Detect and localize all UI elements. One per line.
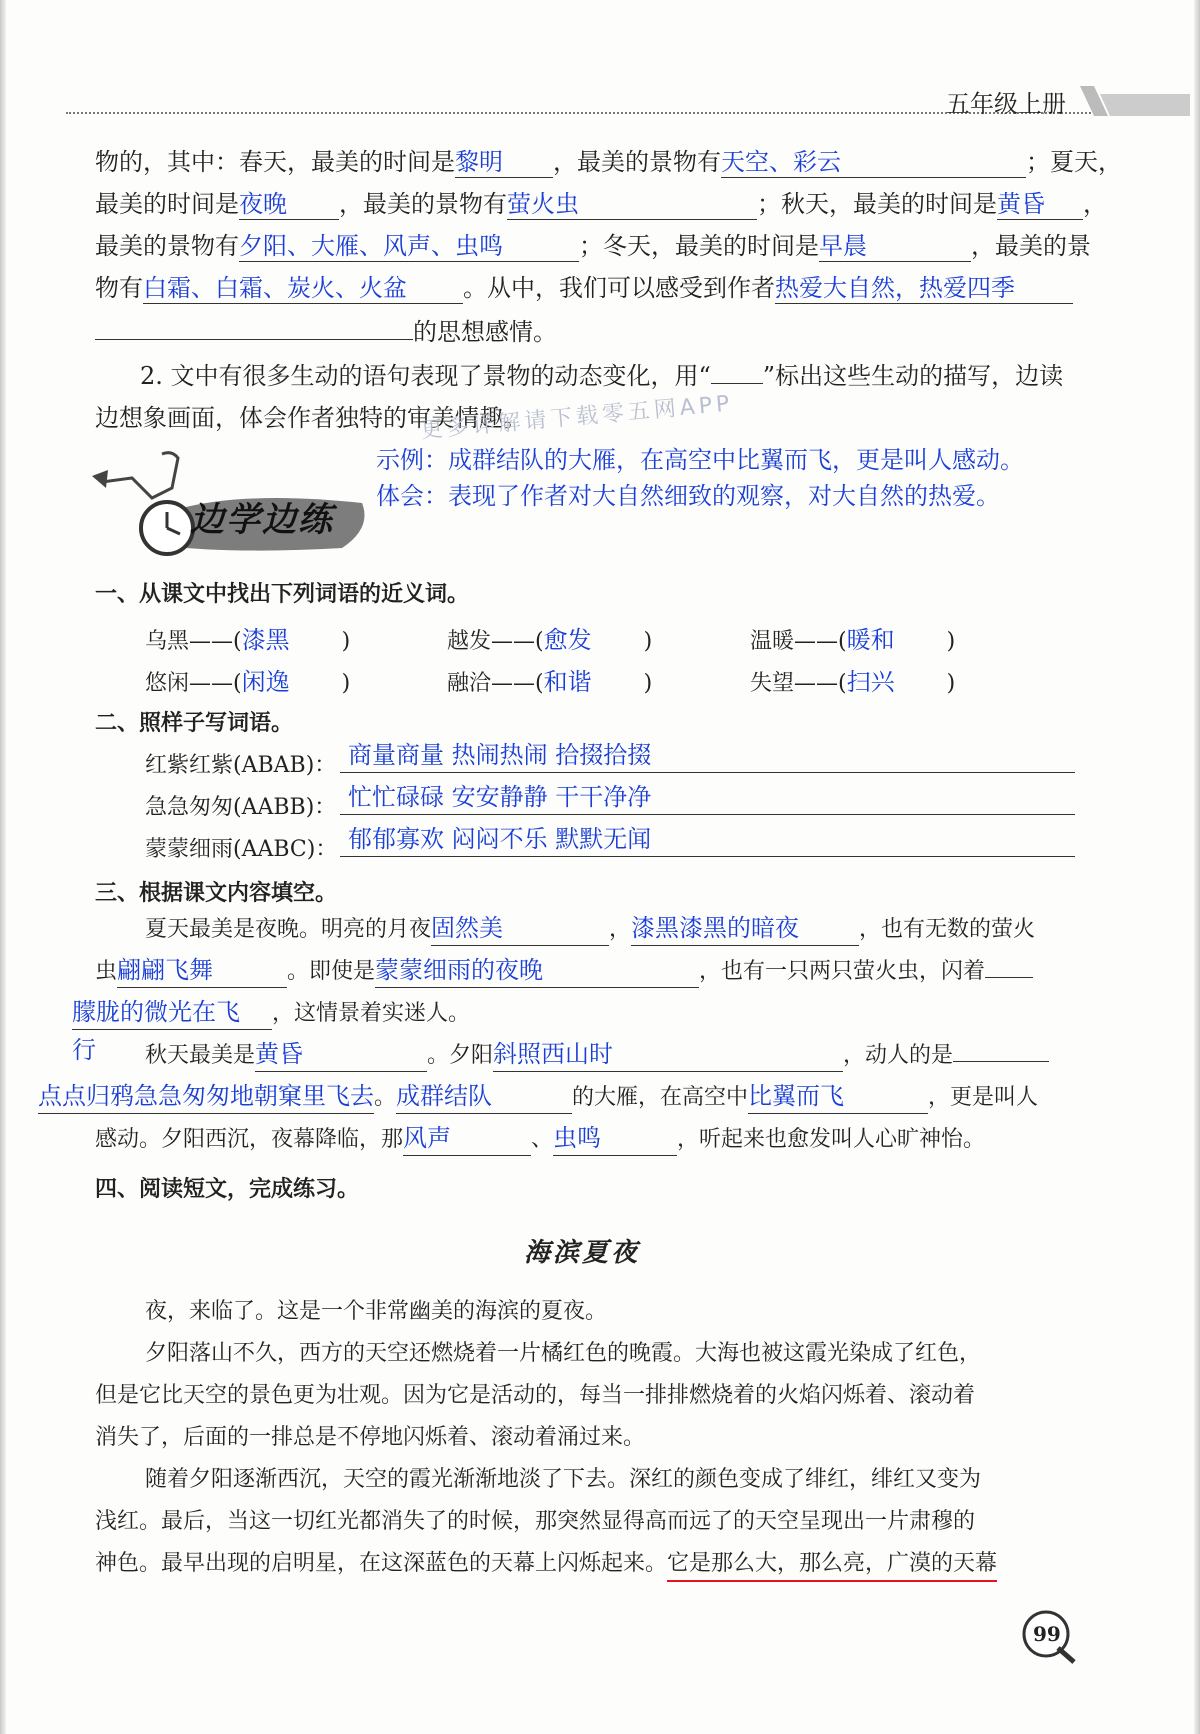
watermark: 更多详解请下载零五网APP (419, 391, 735, 444)
header-ribbon-icon (1080, 86, 1190, 120)
s1-item-3: 温暖——(暖和 ) (750, 626, 956, 654)
s3-line1: 夏天最美是夜晚。明亮的月夜固然美 ，漆黑漆黑的暗夜 ，也有无数的萤火 (145, 910, 1035, 950)
passage-line-3: 但是它比天空的景色更为壮观。因为它是活动的，每当一排排燃烧着的火焰闪烁着、滚动着 (95, 1383, 976, 1408)
s1-item-6: 失望——(扫兴 ) (750, 668, 956, 696)
q1-line2: 最美的时间是夜晚 ，最美的景物有萤火虫 ；秋天，最美的时间是黄昏 ， (95, 190, 1107, 218)
s1-heading: 一、从课文中找出下列词语的近义词。 (95, 582, 470, 607)
page-edge-left (0, 0, 6, 1734)
s1-item-4: 悠闲——(闲逸 ) (145, 668, 351, 696)
grade-label: 五年级上册 (946, 90, 1066, 118)
banner-title: 边学边练 (190, 500, 334, 540)
q2-line2: 边想象画面，体会作者独特的审美情趣。 (95, 404, 527, 432)
s2-answer-line-3: 郁郁寡欢 闷闷不乐 默默无闻 (340, 822, 1075, 857)
s3-answer-wrap: 行 (72, 1036, 96, 1064)
runner-icon (102, 453, 178, 498)
s1-item-2: 越发——(愈发 ) (447, 626, 653, 654)
s2-heading: 二、照样子写词语。 (95, 711, 294, 736)
passage-line-1: 夜，来临了。这是一个非常幽美的海滨的夏夜。 (145, 1299, 608, 1324)
passage-line-2: 夕阳落山不久，西方的天空还燃烧着一片橘红色的晚霞。大海也被这霞光染成了红色， (145, 1341, 982, 1366)
s3-line6: 感动。夕阳西沉，夜幕降临，那风声 、虫鸣 ，听起来也愈发叫人心旷神怡。 (95, 1120, 985, 1160)
s2-label-1: 红紫红紫(ABAB)： (145, 753, 337, 778)
q1-line1: 物的，其中：春天，最美的时间是黎明 ，最美的景物有天空、彩云 ；夏天， (95, 148, 1122, 176)
red-underlined-sentence: 它是那么大，那么亮，广漠的天幕 (667, 1551, 997, 1582)
q1-line3: 最美的景物有夕阳、大雁、风声、虫鸣 ；冬天，最美的时间是早晨 ，最美的景 (95, 232, 1091, 260)
passage-line-4: 消失了，后面的一排总是不停地闪烁着、滚动着涌过来。 (95, 1425, 646, 1450)
s4-heading: 四、阅读短文，完成练习。 (95, 1177, 360, 1202)
passage-title: 海滨夏夜 (524, 1238, 641, 1268)
s2-answer-line-2: 忙忙碌碌 安安静静 干干净净 (340, 780, 1075, 815)
passage-line-5: 随着夕阳逐渐西沉，天空的霞光渐渐地淡了下去。深红的颜色变成了绯红，绯红又变为 (145, 1467, 982, 1492)
s2-answer-line-1: 商量商量 热闹热闹 拾掇拾掇 (340, 738, 1075, 773)
q2-line1: 2. 文中有很多生动的语句表现了景物的动态变化，用“ ”标出这些生动的描写，边读 (140, 362, 1064, 390)
s2-label-3: 蒙蒙细雨(AABC)： (145, 837, 338, 862)
s2-label-2: 急急匆匆(AABB)： (145, 795, 337, 820)
q1-line4: 物有白霜、白霜、炭火、火盆 。从中，我们可以感受到作者热爱大自然，热爱四季 (95, 268, 1073, 308)
page-edge-right (1194, 0, 1200, 1734)
s1-item-5: 融洽——(和谐 ) (447, 668, 653, 696)
s3-line5: 点点归鸦急急匆匆地朝窠里飞去。成群结队 的大雁，在高空中比翼而飞 ，更是叫人 (38, 1078, 1038, 1118)
s1-item-1: 乌黑——(漆黑 ) (145, 626, 351, 654)
s3-line4: 秋天最美是黄昏 。夕阳斜照西山时 ，动人的是 (145, 1036, 1049, 1076)
q2-example: 示例：成群结队的大雁，在高空中比翼而飞，更是叫人感动。 (376, 446, 1024, 474)
passage-line-6: 浅红。最后，当这一切红光都消失了的时候，那突然显得高而远了的天空呈现出一片肃穆的 (95, 1509, 976, 1534)
passage-line-7: 神色。最早出现的启明星，在这深蓝色的天幕上闪烁起来。它是那么大，那么亮，广漠的天幕 (95, 1544, 997, 1584)
page-number: 99 (1033, 1622, 1061, 1646)
s3-line2: 虫翩翩飞舞 。即使是蒙蒙细雨的夜晚 ，也有一只两只萤火虫，闪着 (95, 952, 1033, 992)
s3-line3: 朦胧的微光在飞 ，这情景着实迷人。 (72, 994, 470, 1034)
s3-heading: 三、根据课文内容填空。 (95, 881, 338, 906)
q1-line5: 的思想感情。 (95, 312, 557, 352)
q2-insight: 体会：表现了作者对大自然细致的观察，对大自然的热爱。 (376, 482, 1000, 510)
